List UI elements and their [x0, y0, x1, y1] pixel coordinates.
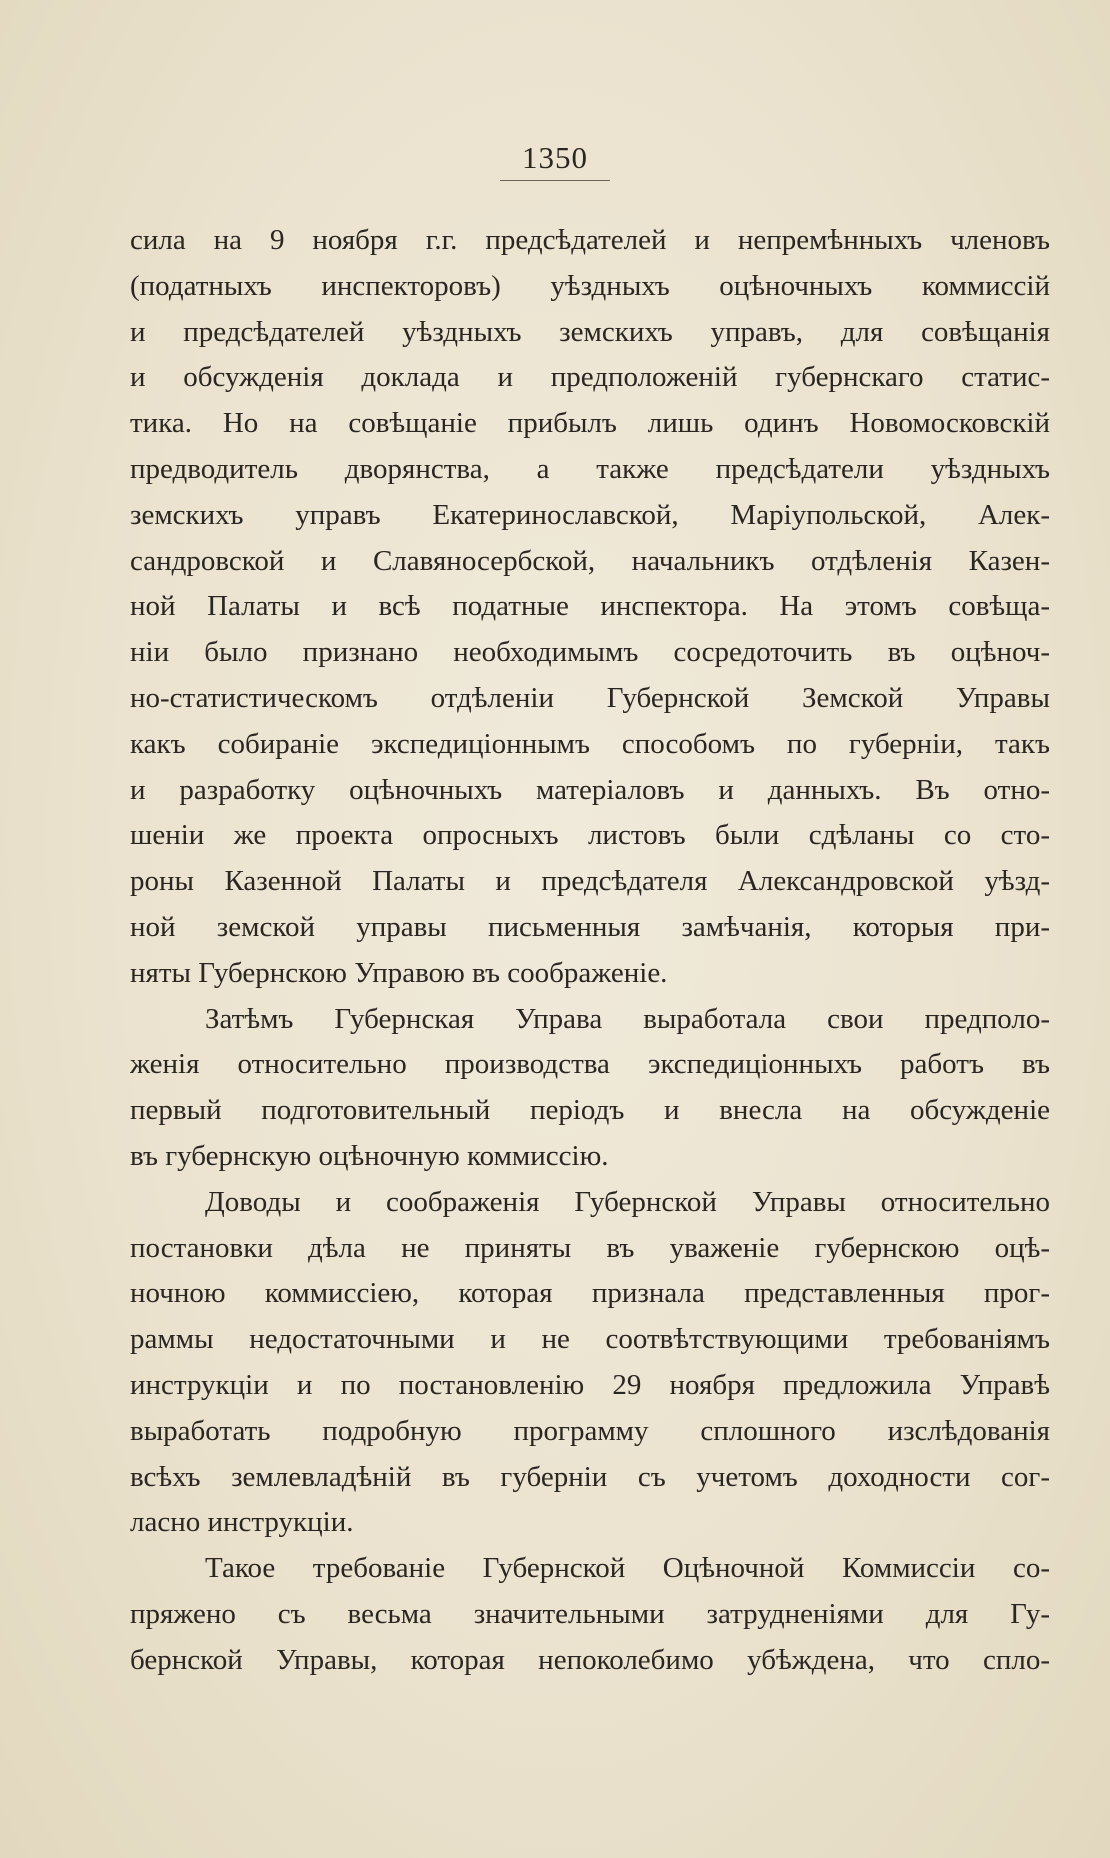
text-line: но-статистическомъ отдѣленіи Губернской Земской Управы: [130, 681, 1050, 714]
text-line: первый подготовительный періодъ и внесла на обсужденіе: [130, 1094, 1050, 1127]
text-line: инструкціи и по постановленію 29 ноября предложила Управѣ: [130, 1368, 1050, 1401]
text-line: въ губернскую оцѣночную коммиссію.: [130, 1139, 609, 1172]
text-line: Доводы и соображенія Губернской Управы относительно: [205, 1185, 1050, 1218]
text-line: Такое требованіе Губернской Оцѣночной Коммиссіи со-: [205, 1552, 1050, 1585]
text-line: сила на 9 ноября г.г. предсѣдателей и непремѣнныхъ членовъ: [130, 224, 1050, 256]
text-line: бернской Управы, которая непоколебимо убѣждена, что спло-: [130, 1643, 1050, 1676]
text-line: земскихъ управъ Екатеринославской, Маріупольской, Алек-: [130, 498, 1050, 531]
body-text: [130, 218, 1050, 1684]
text-line: и разработку оцѣночныхъ матеріаловъ и данныхъ. Въ отно-: [130, 773, 1050, 806]
text-line: какъ собираніе экспедиціоннымъ способомъ по губерніи, такъ: [130, 727, 1050, 760]
text-line: тика. Но на совѣщаніе прибылъ лишь одинъ Новомосковскій: [130, 407, 1050, 440]
text-line: ніи было признано необходимымъ сосредоточить въ оцѣноч-: [130, 636, 1050, 669]
text-line: сандровской и Славяносербской, начальникъ отдѣленія Казен-: [130, 544, 1050, 577]
text-line: роны Казенной Палаты и предсѣдателя Александровской уѣзд-: [130, 865, 1050, 898]
text-line: женія относительно производства экспедиціонныхъ работъ въ: [130, 1048, 1050, 1081]
text-line: пряжено съ весьма значительными затрудненіями для Гу-: [130, 1597, 1050, 1630]
text-line: предводитель дворянства, а также предсѣдатели уѣздныхъ: [130, 452, 1050, 485]
text-line: ласно инструкціи.: [130, 1506, 354, 1539]
text-line: раммы недостаточными и не соотвѣтствующими требованіямъ: [130, 1323, 1050, 1356]
text-line: и предсѣдателей уѣздныхъ земскихъ управъ, для совѣщанія: [130, 315, 1050, 348]
text-line: и обсужденія доклада и предположеній губернскаго статис-: [130, 361, 1050, 394]
text-line: шеніи же проекта опросныхъ листовъ были сдѣланы со сто-: [130, 819, 1050, 852]
text-line: ной земской управы письменныя замѣчанія, которыя при-: [130, 910, 1050, 943]
text-line: постановки дѣла не приняты въ уваженіе губернскою оцѣ-: [130, 1231, 1050, 1264]
text-line: Затѣмъ Губернская Управа выработала свои предполо-: [205, 1002, 1050, 1035]
page-header: [0, 140, 1110, 181]
text-line: ной Палаты и всѣ податные инспектора. На этомъ совѣща-: [130, 590, 1050, 623]
page-number: 1350: [500, 140, 610, 181]
text-line: всѣхъ землевладѣній въ губерніи съ учетомъ доходности сог-: [130, 1460, 1050, 1493]
text-line: (податныхъ инспекторовъ) уѣздныхъ оцѣночныхъ коммиссій: [130, 269, 1050, 302]
text-line: няты Губернскою Управою въ соображеніе.: [130, 956, 668, 989]
text-line: ночною коммиссіею, которая признала представленныя прог-: [130, 1277, 1050, 1310]
text-line: выработать подробную программу сплошного изслѣдованія: [130, 1414, 1050, 1447]
